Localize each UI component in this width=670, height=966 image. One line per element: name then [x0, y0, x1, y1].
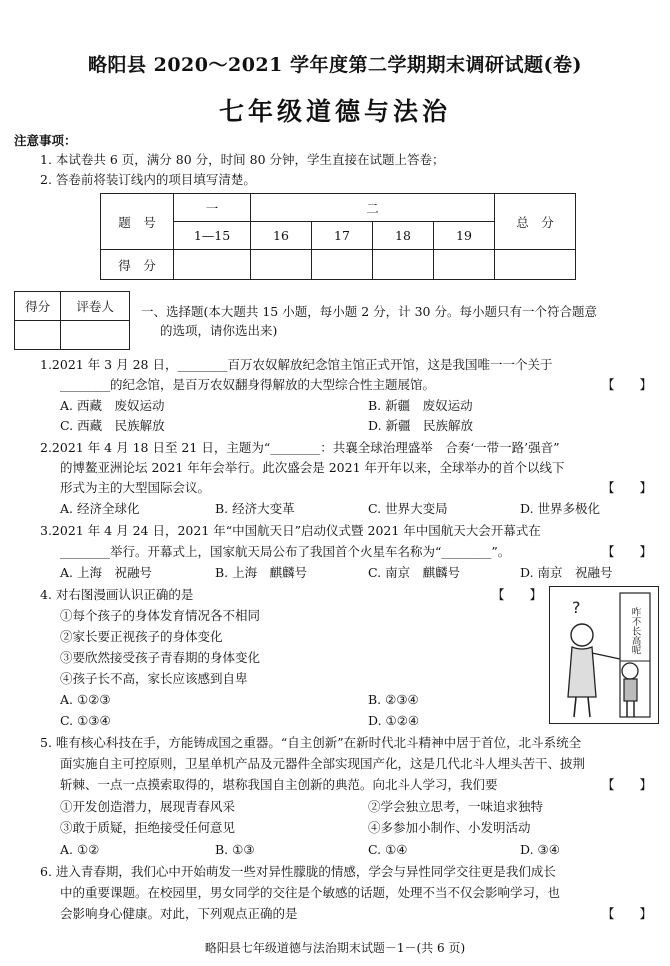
- q5-statement: ③敢于质疑，拒绝接受任何意见: [60, 820, 236, 835]
- q4-stem: 4. 对右图漫画认识正确的是: [40, 587, 194, 602]
- notice-item: 2. 答卷前将装订线内的项目填写清楚。: [40, 172, 256, 187]
- section-one-heading-cont: 的选项，请你选出来): [160, 323, 278, 338]
- part-two-header: 二: [251, 194, 495, 222]
- answer-bracket[interactable]: 【 】: [601, 544, 652, 559]
- svg-text:?: ?: [572, 598, 581, 617]
- q5-option-b[interactable]: B. ①③: [215, 842, 255, 857]
- q2-option-d[interactable]: D. 世界多极化: [520, 501, 601, 516]
- part-one-header: 一: [174, 194, 251, 222]
- q1-stem: 1.2021 年 3 月 28 日，________百万农奴解放纪念馆主馆正式开馆，这是我国唯一一个关于: [40, 357, 553, 372]
- q5-option-c[interactable]: C. ①④: [368, 842, 408, 857]
- q5-option-d[interactable]: D. ③④: [520, 842, 560, 857]
- q6-stem-cont: 会影响身心健康。对此，下列观点正确的是: [60, 906, 298, 921]
- q4-option-d[interactable]: D. ①②④: [368, 713, 420, 728]
- q6-stem: 6. 进入青春期，我们心中开始萌发一些对异性朦胧的情感，学会与异性同学交往更是我们成长: [40, 864, 556, 879]
- q2-stem: 2.2021 年 4 月 18 日至 21 日，主题为“________：共襄全球治理盛举 合奏‘一带一路’强音”: [40, 440, 560, 455]
- q1-option-b[interactable]: B. 新疆 废奴运动: [368, 398, 473, 413]
- q4-statement: ①每个孩子的身体发育情况各不相同: [60, 608, 261, 623]
- q4-statement: ②家长要正视孩子的身体变化: [60, 629, 223, 644]
- q3-option-d[interactable]: D. 南京 祝融号: [520, 565, 613, 580]
- q4-statement: ③要欣然接受孩子青春期的身体变化: [60, 650, 261, 665]
- q2-option-a[interactable]: A. 经济全球化: [60, 501, 140, 516]
- answer-bracket[interactable]: 【 】: [492, 587, 543, 602]
- q5-option-a[interactable]: A. ①②: [60, 842, 100, 857]
- q1-option-d[interactable]: D. 新疆 民族解放: [368, 418, 474, 433]
- section-one-heading: 一、选择题(本大题共 15 小题，每小题 2 分，计 30 分。每小题只有一个符合题意: [141, 304, 597, 319]
- q1-option-a[interactable]: A. 西藏 废奴运动: [60, 398, 165, 413]
- sub-header: 1—15: [174, 222, 251, 250]
- sub-header: 19: [434, 222, 495, 250]
- q3-stem: 3.2021 年 4 月 24 日，2021 年“中国航天日”启动仪式暨 2021 年中国航天大会开幕式在: [40, 523, 541, 538]
- q3-stem-cont: ________举行。开幕式上，国家航天局公布了我国首个火星车名称为“________”。: [60, 544, 511, 559]
- score-table: [100, 193, 576, 280]
- q2-stem-cont: 形式为主的大型国际会议。: [60, 480, 211, 495]
- q3-option-c[interactable]: C. 南京 麒麟号: [368, 565, 461, 580]
- total-header: 总 分: [495, 194, 576, 250]
- grader-table: [14, 291, 130, 350]
- notice-item: 1. 本试卷共 6 页，满分 80 分，时间 80 分钟，学生直接在试题上答卷；: [40, 152, 445, 167]
- q5-statement: ①开发创造潜力，展现青春风采: [60, 799, 236, 814]
- page-footer: 略阳县七年级道德与法治期末试题－1－(共 6 页): [204, 941, 466, 955]
- answer-bracket[interactable]: 【 】: [601, 906, 652, 921]
- label-score: 得 分: [101, 250, 174, 280]
- cartoon-illustration: [550, 587, 658, 723]
- sub-header: 16: [251, 222, 312, 250]
- q3-option-a[interactable]: A. 上海 祝融号: [60, 565, 152, 580]
- q5-statement: ④多参加小制作、小发明活动: [368, 820, 531, 835]
- q4-statement: ④孩子长不高，家长应该感到自卑: [60, 671, 248, 686]
- answer-bracket[interactable]: 【 】: [601, 480, 652, 495]
- q5-statement: ②学会独立思考，一味追求独特: [368, 799, 544, 814]
- label-question-number: 题 号: [101, 194, 174, 250]
- score-cell[interactable]: [174, 250, 251, 280]
- score-cell[interactable]: [251, 250, 312, 280]
- answer-bracket[interactable]: 【 】: [601, 777, 652, 792]
- exam-title: 略阳县 2020～2021 学年度第二学期期末调研试题(卷): [88, 54, 582, 76]
- q1-option-c[interactable]: C. 西藏 民族解放: [60, 418, 165, 433]
- grader-score-label: 得分: [15, 292, 61, 321]
- cartoon-caption: 咋不长高呢: [629, 607, 641, 655]
- q4-option-c[interactable]: C. ①③④: [60, 713, 111, 728]
- q6-stem-cont: 中的重要课题。在校园里，男女同学的交往是个敏感的话题，处理不当不仅会影响学习，也: [60, 885, 561, 900]
- q5-stem-cont: 面实施自主可控原则，卫星单机产品及元器件全部实现国产化，这是几代北斗人埋头苦干、披荆: [60, 756, 586, 771]
- q4-option-a[interactable]: A. ①②③: [60, 692, 111, 707]
- score-cell[interactable]: [373, 250, 434, 280]
- q5-stem: 5. 唯有核心科技在手，方能铸成国之重器。“自主创新”在新时代北斗精神中居于首位，北斗系统全: [40, 735, 582, 750]
- score-cell[interactable]: [434, 250, 495, 280]
- notice-heading: 注意事项：: [14, 133, 77, 148]
- cartoon-image: [549, 586, 659, 724]
- grader-reviewer-cell[interactable]: [61, 321, 130, 350]
- score-cell[interactable]: [312, 250, 373, 280]
- score-cell[interactable]: [495, 250, 576, 280]
- grader-reviewer-label: 评卷人: [61, 292, 130, 321]
- sub-header: 18: [373, 222, 434, 250]
- q2-option-b[interactable]: B. 经济大变革: [215, 501, 295, 516]
- q1-stem-cont: ________的纪念馆，是百万农奴翻身得解放的大型综合性主题展馆。: [60, 377, 436, 392]
- q2-option-c[interactable]: C. 世界大变局: [368, 501, 448, 516]
- subject-title: 七年级道德与法治: [218, 97, 451, 126]
- q3-option-b[interactable]: B. 上海 麒麟号: [215, 565, 308, 580]
- q5-stem-cont: 斩棘、一点一点摸索取得的，堪称我国自主创新的典范。向北斗人学习，我们要: [60, 777, 498, 792]
- sub-header: 17: [312, 222, 373, 250]
- grader-score-cell[interactable]: [15, 321, 61, 350]
- answer-bracket[interactable]: 【 】: [601, 377, 652, 392]
- q2-stem-cont: 的博鳌亚洲论坛 2021 年年会举行。此次盛会是 2021 年开年以来，全球举办的首个以线下: [60, 460, 565, 475]
- q4-option-b[interactable]: B. ②③④: [368, 692, 419, 707]
